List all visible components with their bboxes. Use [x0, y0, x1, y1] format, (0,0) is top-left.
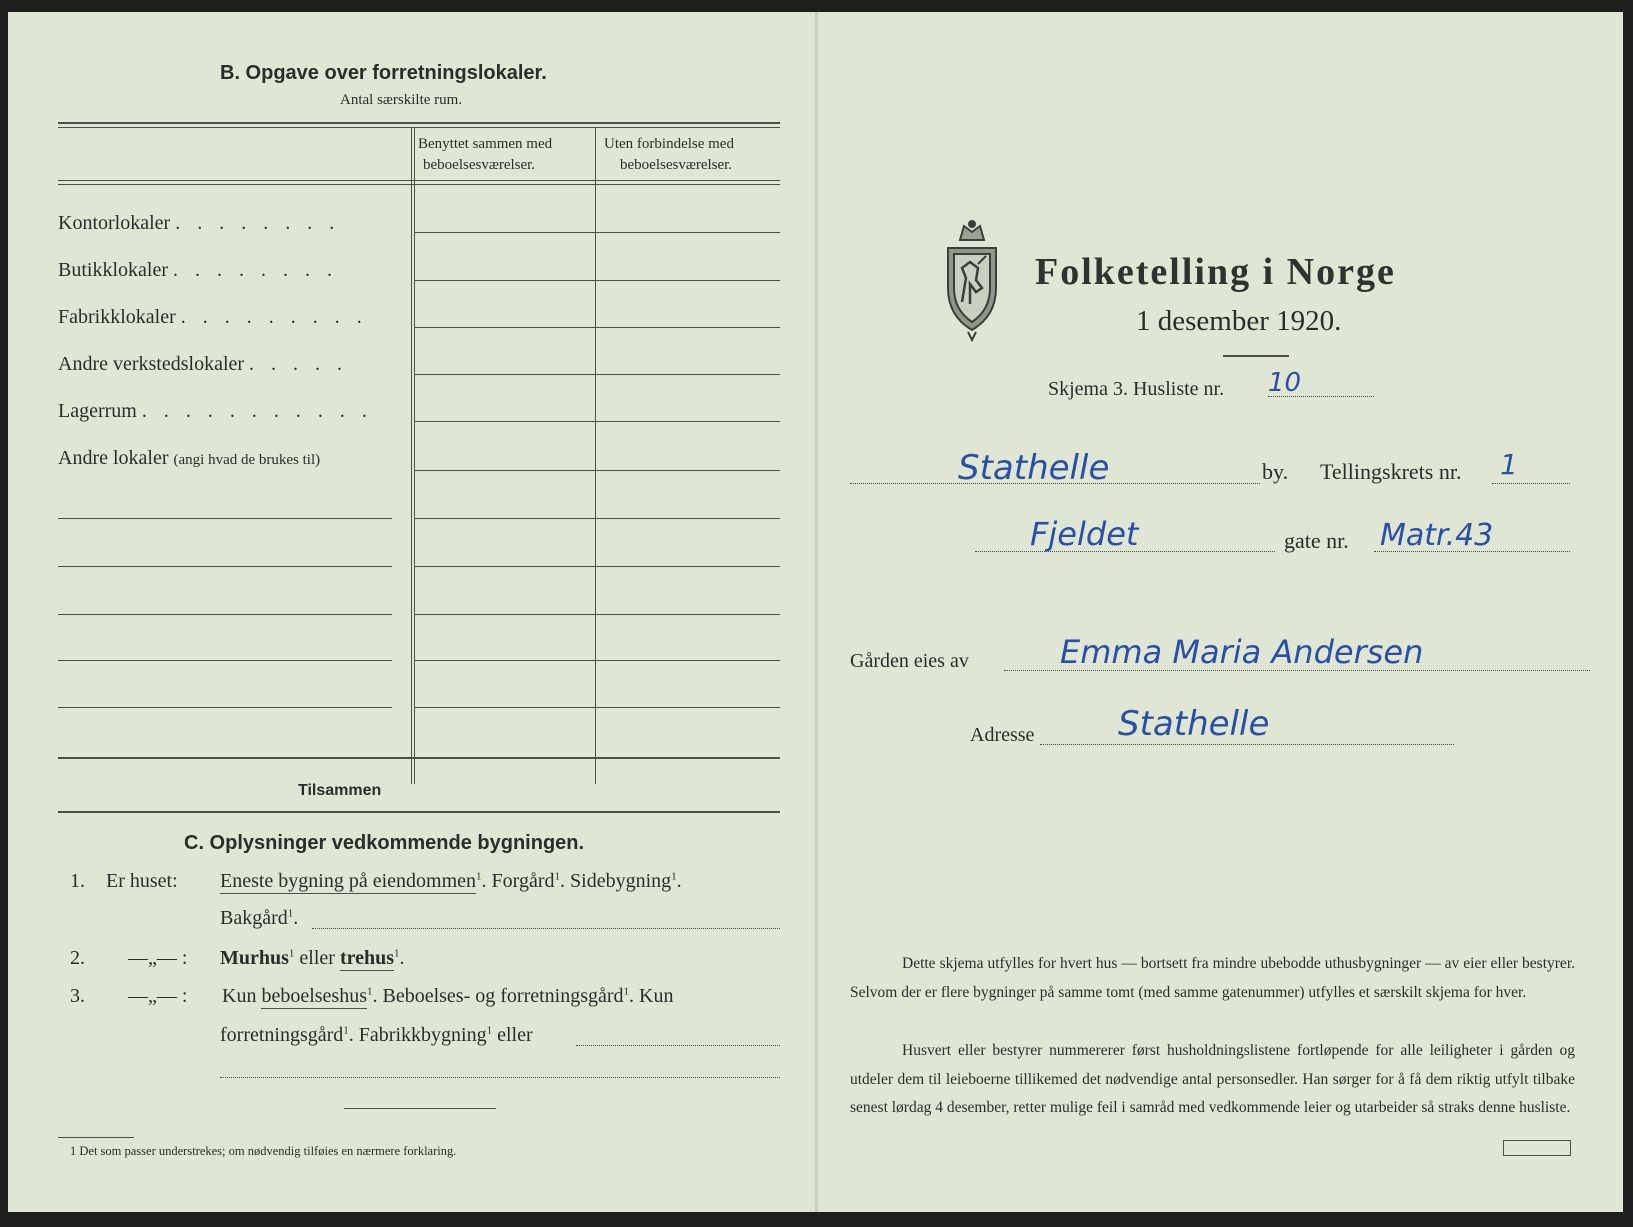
by-label: by. [1262, 459, 1289, 484]
footnote: 1 Det som passer understrekes; om nødvendig tilføies en nærmere forklaring. [70, 1144, 457, 1158]
row-rule [414, 327, 780, 328]
row-fabrikklokaler: Fabrikklokaler . . . . . . . . . [58, 306, 368, 328]
row-kontorlokaler: Kontorlokaler . . . . . . . . [58, 212, 341, 234]
tellingskrets-line [1492, 483, 1570, 484]
total-top-rule [58, 757, 780, 759]
blank-row-rule [58, 518, 392, 519]
q1-number: 1. [70, 870, 85, 892]
row-rule [414, 614, 780, 615]
row-rule [414, 421, 780, 422]
section-c-title: C. Oplysninger vedkommende bygningen. [184, 832, 585, 854]
q2-lead: —„— : [128, 947, 188, 969]
col1-header-line2: beboelsesværelser. [423, 157, 536, 173]
address-line [1040, 744, 1454, 745]
q3-options-cont: forretningsgård$^1$. Fabrikkbygning$^1$ eller [220, 1024, 533, 1046]
address-value: Stathelle [1118, 704, 1270, 744]
owner-value: Emma Maria Andersen [1060, 633, 1424, 671]
by-value: Stathelle [958, 448, 1110, 488]
table-bottom-rule [58, 811, 780, 813]
husliste-nr-value: 10 [1268, 368, 1302, 398]
q3-fill-line-2 [220, 1077, 780, 1078]
tellingskrets-nr-value: 1 [1500, 448, 1518, 481]
row-rule [414, 470, 780, 471]
row-butikklokaler: Butikklokaler . . . . . . . . [58, 259, 338, 281]
section-b-subtitle: Antal særskilte rum. [340, 92, 463, 108]
instructions-paragraph-2: Husvert eller bestyrer nummererer først husholdningslistene fortløpende for alle leiligheter i gården og utdeler dem til leieboerne tillikemed det nødvendige antal personsedler. Han sørger for å få dem riktig utfylt tilbake senest lørdag 4 desember, retter mulige feil i samråd med vedkommende leier og utarbeider så straks denne husliste. [850, 1042, 1575, 1116]
q1-opt-eneste: Eneste bygning på eiendommen [220, 870, 477, 892]
col1-divider-2 [414, 128, 415, 784]
tellingskrets-label: Tellingskrets nr. [1320, 459, 1462, 484]
header-bottom-rule-2 [58, 184, 780, 185]
footnote-rule [58, 1137, 134, 1138]
blank-row-rule [58, 614, 392, 615]
owner-line [1004, 670, 1590, 671]
gate-nr-line [1374, 551, 1570, 552]
col2-divider [595, 128, 596, 784]
by-line [850, 483, 1260, 484]
gate-value: Fjeldet [1030, 515, 1139, 553]
row-andre-verkstedslokaler: Andre verkstedslokaler . . . . . [58, 353, 349, 375]
q2-options: Murhus$^1$ eller trehus$^1$. [220, 947, 405, 969]
skjema-label: Skjema 3. Husliste nr. [1048, 378, 1225, 400]
q1-lead: Er huset: [106, 870, 178, 892]
col1-divider [411, 128, 412, 784]
table-top-rule [58, 122, 780, 124]
row-rule [414, 280, 780, 281]
title-separator [1223, 355, 1289, 357]
row-lagerrum: Lagerrum . . . . . . . . . . . [58, 400, 373, 422]
instructions-paragraph-1: Dette skjema utfylles for hvert hus — bortsett fra mindre ubebodde uthusbygninger — av eier eller bestyrer. Selvom der er flere bygninger på samme tomt (med samme gatenummer) utfylles et særskilt skjema for hver. [850, 955, 1575, 1001]
q3-number: 3. [70, 985, 85, 1007]
blank-row-rule [58, 566, 392, 567]
gate-label: gate nr. [1284, 528, 1349, 553]
gate-line [975, 551, 1275, 552]
form-date: 1 desember 1920. [1136, 305, 1342, 337]
address-label: Adresse [970, 724, 1035, 746]
row-rule [414, 707, 780, 708]
row-andre-lokaler: Andre lokaler (angi hvad de brukes til) [58, 447, 321, 469]
q3-lead: —„— : [128, 985, 188, 1007]
q3-fill-line [576, 1045, 780, 1046]
col2-header-line2: beboelsesværelser. [620, 157, 733, 173]
q1-options: Eneste bygning på eiendommen$^1$. Forgård$^1$. Sidebygning$^1$. [220, 870, 682, 892]
row-rule [414, 660, 780, 661]
q1-bakgard: Bakgård$^1$. [220, 907, 299, 929]
col2-header-line1: Uten forbindelse med [604, 136, 734, 152]
table-top-rule-2 [58, 127, 780, 128]
q3-opt-beboelseshus: beboelseshus [261, 985, 367, 1007]
q1-fill-line [312, 928, 780, 929]
form-title: Folketelling i Norge [1035, 251, 1396, 293]
q2-number: 2. [70, 947, 85, 969]
printer-stamp [1503, 1140, 1571, 1156]
husliste-nr-line [1268, 396, 1374, 397]
gate-nr-value: Matr.43 [1380, 518, 1494, 553]
norwegian-coat-of-arms-icon [940, 218, 1004, 342]
section-end-rule [344, 1108, 496, 1109]
blank-row-rule [58, 660, 392, 661]
row-rule [414, 518, 780, 519]
col1-header-line1: Benyttet sammen med [418, 136, 553, 152]
row-rule [414, 566, 780, 567]
total-label: Tilsammen [298, 782, 382, 799]
q2-opt-trehus: trehus [339, 947, 395, 969]
row-rule [414, 374, 780, 375]
q3-options: Kun beboelseshus$^1$. Beboelses- og forretningsgård$^1$. Kun [222, 985, 674, 1007]
blank-row-rule [58, 707, 392, 708]
section-b-title: B. Opgave over forretningslokaler. [220, 62, 547, 84]
owner-label: Gården eies av [850, 650, 969, 672]
row-rule [414, 232, 780, 233]
page-fold [815, 12, 818, 1212]
header-bottom-rule [58, 180, 780, 181]
